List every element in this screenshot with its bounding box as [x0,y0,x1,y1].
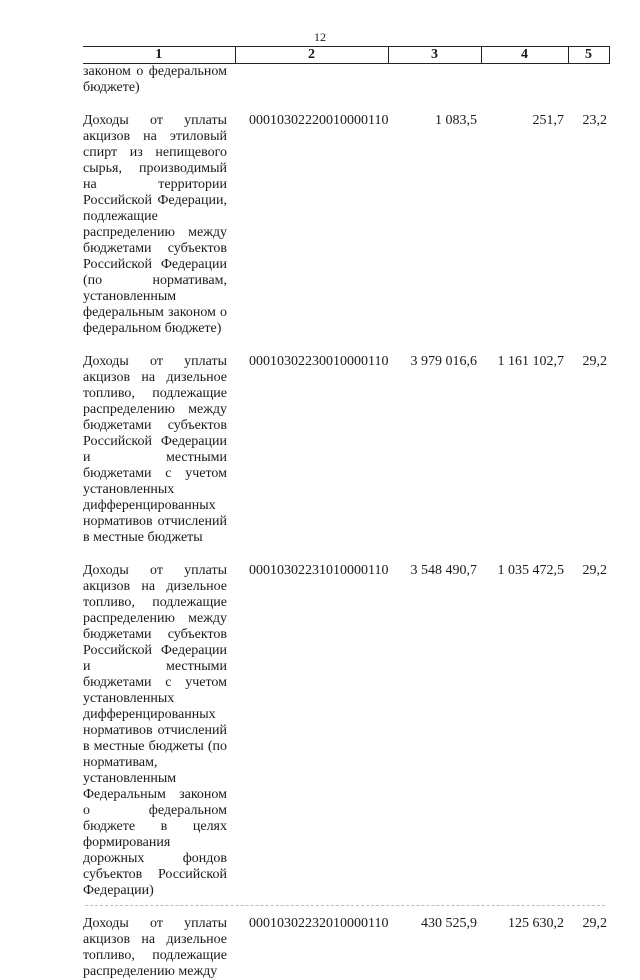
row-code: 00010302230010000110 [249,354,389,369]
row-spacer [83,96,609,113]
row-spacer [83,899,609,916]
column-header-4: 4 [481,47,568,64]
row-value-4: 125 630,2 [508,916,564,931]
row-description: Доходы от уплаты акцизов на дизельное топливо, подлежащие распределению между [83,916,227,979]
row-code: 00010302220010000110 [249,113,389,128]
row-code: 00010302231010000110 [249,563,389,578]
row-value-5: 23,2 [582,113,607,128]
page-bottom-rule [85,905,605,906]
budget-table [83,46,610,980]
column-header-2: 2 [235,47,388,64]
page-number: 12 [314,30,326,44]
row-code: 00010302232010000110 [249,916,389,931]
row-value-3: 1 083,5 [435,113,477,128]
column-header-5: 5 [568,47,609,64]
row-value-3 [388,64,481,97]
row-value-4: 251,7 [532,113,564,128]
row-description: Доходы от уплаты акцизов на дизельное топливо, подлежащие распределению между бюджетами субъектов Российской Федерации и местными бюджетами с учетом установленных дифференцированных нормативов отчислений в местные бюджеты [83,354,227,545]
row-description: Доходы от уплаты акцизов на дизельное топливо, подлежащие распределению между бюджетами субъектов Российской Федерации и местными бюджетами с учетом установленных дифференцированных нормативов отчислений в местные бюджеты (по нормативам, установленным Федеральным законом о федеральном бюджете в целях формирования дорожных фондов субъектов Российской Федерации) [83,563,227,898]
row-value-5 [568,64,609,97]
table-row [83,354,609,546]
row-description: Доходы от уплаты акцизов на этиловый спирт из непищевого сырья, производимый на территории Российской Федерации, подлежащие распределению между бюджетами субъектов Российской Федерации (по нормативам, установленным федеральным законом о федеральном бюджете) [83,113,227,336]
row-value-5: 29,2 [582,563,607,578]
row-code [235,64,388,97]
row-description: законом о федеральном бюджете) [83,64,227,95]
row-value-4: 1 161 102,7 [497,354,564,369]
row-value-5: 29,2 [582,354,607,369]
column-header-1: 1 [83,47,235,64]
row-value-5: 29,2 [582,916,607,931]
row-value-3: 3 548 490,7 [410,563,477,578]
column-number-header-row [83,47,609,64]
table-row [83,916,609,980]
row-value-4: 1 035 472,5 [497,563,564,578]
row-value-3: 430 525,9 [421,916,477,931]
row-spacer [83,337,609,354]
column-header-3: 3 [388,47,481,64]
row-value-3: 3 979 016,6 [410,354,477,369]
row-spacer [83,546,609,563]
table-row [83,113,609,337]
table-row [83,563,609,899]
row-value-4 [481,64,568,97]
table-row [83,64,609,97]
